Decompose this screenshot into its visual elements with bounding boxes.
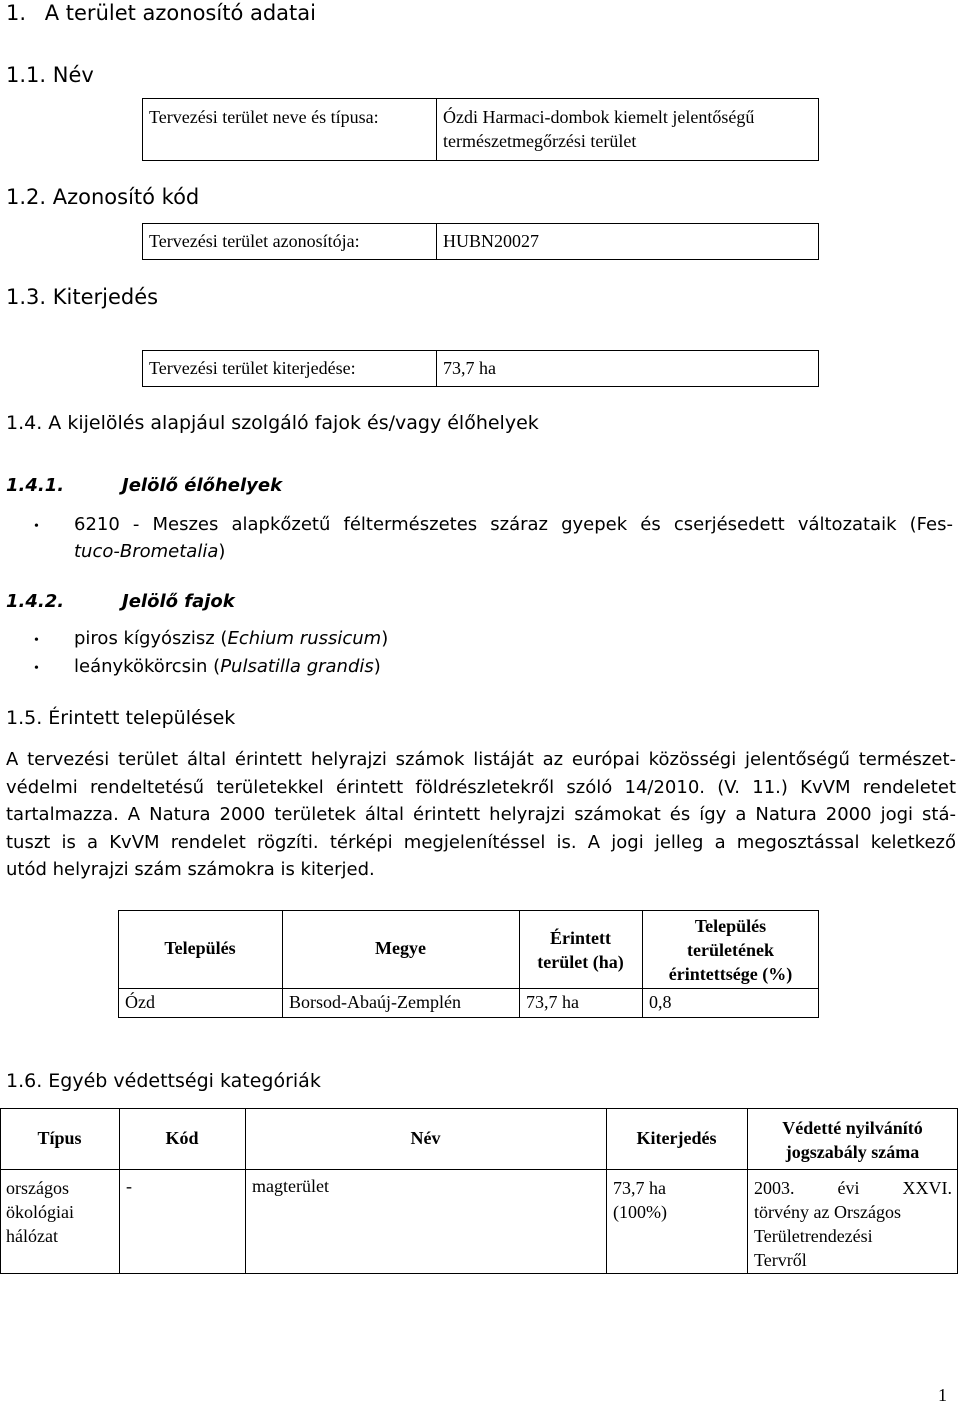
heading-1-4-1: 1.4.1. Jelölő élőhelyek: [6, 475, 283, 496]
id-label: Tervezési terület azonosítója:: [149, 231, 360, 251]
subsection-heading-1-3: 1.3. Kiterjedés: [6, 285, 159, 309]
td-type: országos ökológiai hálózat: [6, 1178, 74, 1246]
settlements-paragraph: A tervezési terület által érintett helyrajzi számok listáját az európai közösségi jelentőségű természet- védelmi rendeltetésű területekkel érintett földrészletekről szóló 14/2010. (V. 11.) KvVM rendeletet tartalmazza. A Natura 2000 területek által érintett helyrajzi számokat és így a Natura 2000 jogi stá- tuszt is a KvVM rendelet rögzíti. térképi megjelenítéssel is. A jogi jelleg a megosztással keletkező utód helyrajzi szám számokra is kiterjed.: [6, 749, 956, 880]
name-value-line1: Ózdi Harmaci-dombok kiemelt jelentőségű: [443, 107, 755, 127]
subsection-heading-1-1: 1.1. Név: [6, 63, 94, 87]
section-number: 1.: [6, 1, 27, 25]
heading-1-4-2: 1.4.2. Jelölő fajok: [6, 591, 235, 612]
name-label: Tervezési terület neve és típusa:: [149, 107, 379, 127]
page-number: 1: [938, 1385, 947, 1405]
section-title: A terület azonosító adatai: [44, 1, 316, 25]
bullet-icon: •: [34, 661, 39, 676]
td-legal-act: 2003. évi XXVI. törvény az Országos Területrendezési Tervről: [754, 1178, 952, 1270]
species-item: leánykökörcsin (Pulsatilla grandis): [74, 656, 381, 677]
extent-label: Tervezési terület kiterjedése:: [149, 358, 356, 378]
habitat-line1: 6210 - Meszes alapkőzetű féltermészetes száraz gyepek és cserjésedett változataik (Fes-: [74, 514, 953, 535]
td-county: Borsod-Abaúj-Zemplén: [289, 992, 461, 1012]
subsection-heading-1-5: 1.5. Érintett települések: [6, 707, 236, 729]
subsection-heading-1-4: 1.4. A kijelölés alapjául szolgáló fajok és/vagy élőhelyek: [6, 412, 539, 434]
subsection-heading-1-6: 1.6. Egyéb védettségi kategóriák: [6, 1070, 321, 1092]
bullet-icon: •: [34, 519, 39, 534]
species-item: piros kígyószisz (Echium russicum): [74, 628, 389, 649]
habitat-item: [74, 514, 953, 535]
habitat-line2: tuco-Brometalia): [74, 541, 226, 562]
td-code: -: [126, 1176, 132, 1196]
td-settlement: Ózd: [125, 992, 155, 1012]
extent-value: 73,7 ha: [443, 358, 496, 378]
th-extent: Kiterjedés: [636, 1128, 717, 1148]
td-affected-area: 73,7 ha: [526, 992, 579, 1012]
name-value-line2: természetmegőrzési terület: [443, 131, 637, 151]
th-name: Név: [410, 1128, 441, 1148]
th-affected-ratio: Település területének érintettsége (%): [668, 916, 793, 984]
th-settlement: Település: [164, 938, 236, 958]
th-county: Megye: [375, 938, 426, 958]
bullet-icon: •: [34, 633, 39, 648]
habitat-latin-name: tuco-Brometalia: [74, 541, 219, 562]
td-extent: 73,7 ha (100%): [613, 1178, 667, 1222]
subsection-heading-1-2: 1.2. Azonosító kód: [6, 185, 200, 209]
th-legal-act: Védetté nyilvánító jogszabály száma: [782, 1118, 923, 1162]
th-affected-area: Érintett terület (ha): [537, 928, 624, 972]
td-name: magterület: [252, 1176, 329, 1196]
section-heading-1: [6, 1, 316, 25]
td-affected-ratio: 0,8: [649, 992, 672, 1012]
th-code: Kód: [165, 1128, 199, 1148]
th-type: Típus: [37, 1128, 82, 1148]
id-value: HUBN20027: [443, 231, 540, 251]
